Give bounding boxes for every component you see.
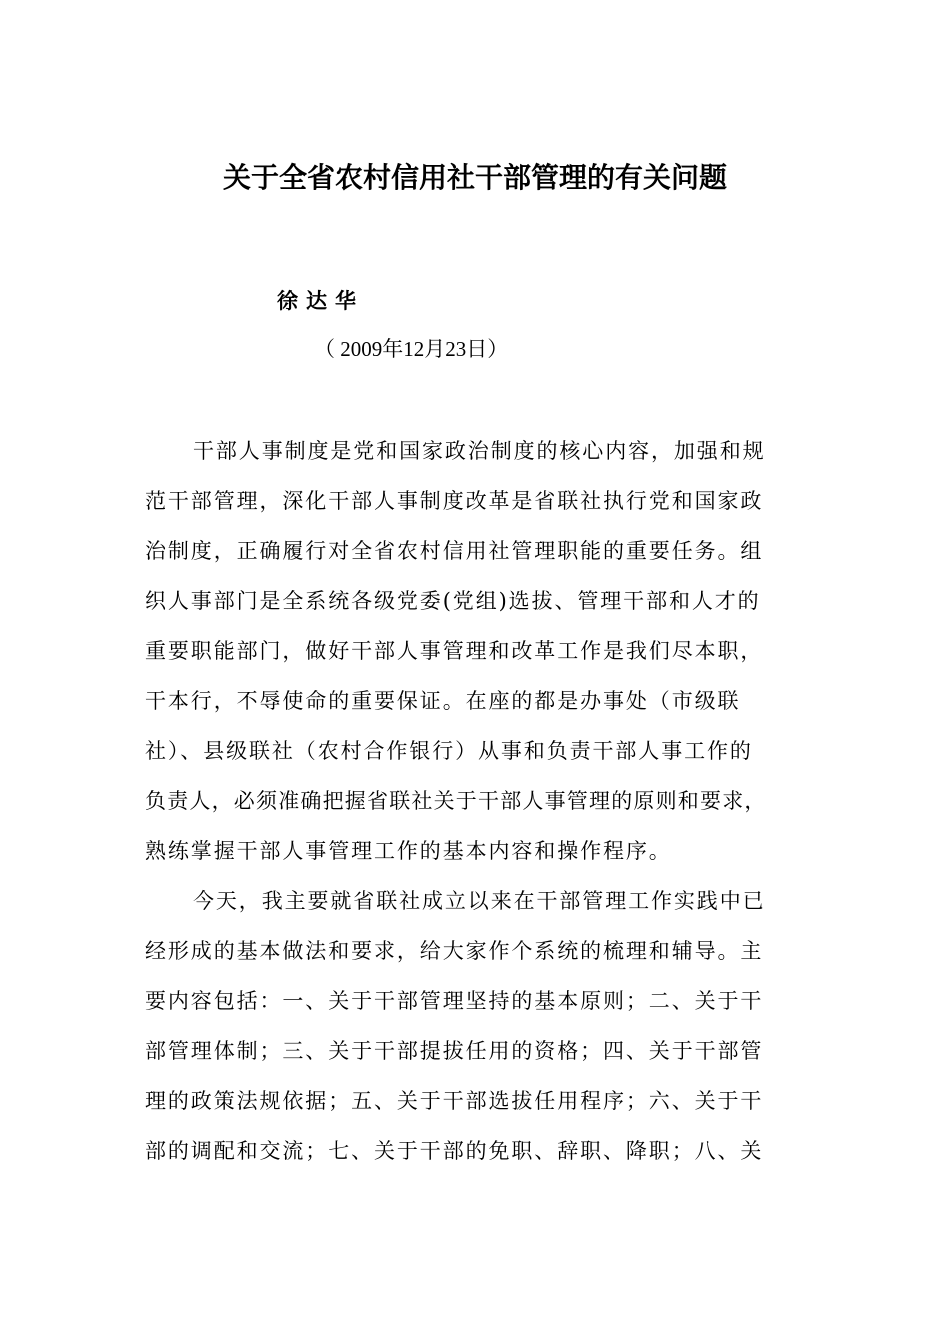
paragraph-line: 治制度，正确履行对全省农村信用社管理职能的重要任务。组 <box>145 539 764 563</box>
paragraph-line: 社）、县级联社（农村合作银行）从事和负责干部人事工作的 <box>145 739 753 763</box>
list-intro: 要内容包括： <box>145 989 283 1013</box>
paragraph-line: 负责人，必须准确把握省联社关于干部人事管理的原则和要求， <box>145 789 767 813</box>
document-title: 关于全省农村信用社干部管理的有关问题 <box>222 161 727 194</box>
list-items: 一、关于干部管理坚持的基本原则；二、关于干 <box>282 989 764 1013</box>
paragraph-line: 干部人事制度是党和国家政治制度的核心内容，加强和规 <box>193 439 766 463</box>
paragraph-line: 经形成的基本做法和要求，给大家作个系统的梳理和辅导。主 <box>145 939 764 963</box>
paragraph-line: 范干部管理，深化干部人事制度改革是省联社执行党和国家政 <box>145 489 764 513</box>
paragraph-line: 部管理体制；三、关于干部提拔任用的资格；四、关于干部管 <box>145 1039 764 1063</box>
paragraph-line: 理的政策法规依据；五、关于干部选拔任用程序；六、关于干 <box>145 1089 764 1113</box>
paragraph-line: 部的调配和交流；七、关于干部的免职、辞职、降职；八、关 <box>145 1139 764 1163</box>
document-date: （ 2009年12月23日） <box>314 337 509 361</box>
paragraph-line: 熟练掌握干部人事管理工作的基本内容和操作程序。 <box>145 839 672 863</box>
paragraph-line: 织人事部门是全系统各级党委(党组)选拔、管理干部和人才的 <box>145 589 761 613</box>
author-name: 徐达华 <box>277 289 364 313</box>
paragraph-line: 干本行，不辱使命的重要保证。在座的都是办事处（市级联 <box>145 689 741 713</box>
paragraph-line: 今天，我主要就省联社成立以来在干部管理工作实践中已 <box>193 889 766 913</box>
paragraph-line: 重要职能部门，做好干部人事管理和改革工作是我们尽本职， <box>145 639 764 663</box>
paragraph-line-with-list <box>145 986 763 1016</box>
